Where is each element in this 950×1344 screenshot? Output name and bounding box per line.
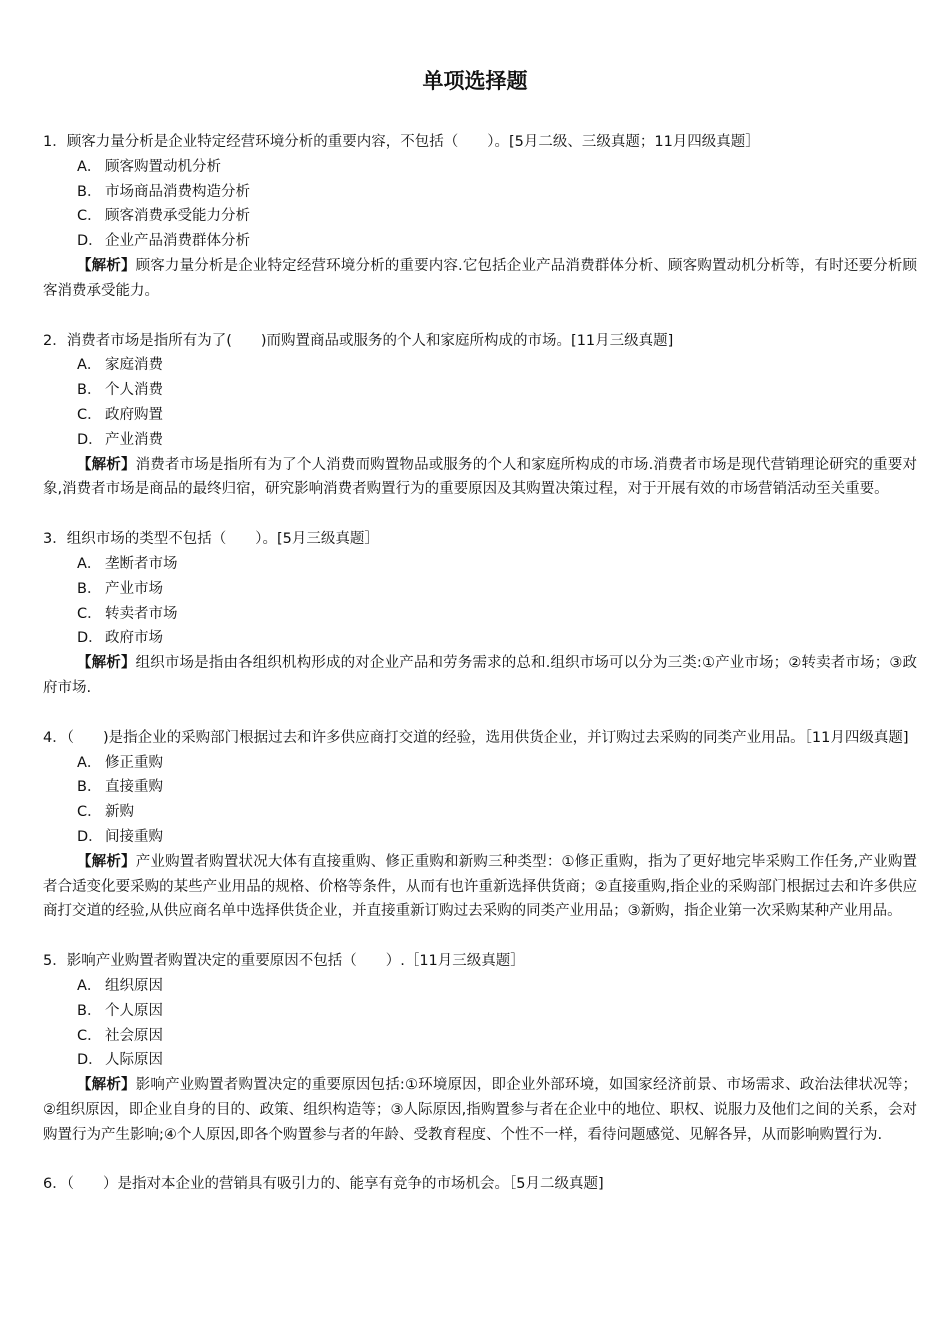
question-text: 3．组织市场的类型不包括（ ）。[5月三级真题］ — [43, 531, 379, 548]
question-3 — [43, 527, 917, 701]
option-d — [43, 626, 917, 651]
option-letter: B． — [77, 1002, 102, 1019]
option-c — [43, 204, 917, 229]
option-b — [43, 775, 917, 800]
option-letter: D． — [77, 828, 103, 845]
option-letter: C． — [77, 605, 102, 622]
option-text: 组织原因 — [105, 977, 163, 994]
page-title: 单项选择题 — [422, 69, 528, 93]
option-text: 政府市场 — [105, 630, 163, 647]
option-c — [43, 1024, 917, 1049]
option-letter: A． — [77, 555, 102, 572]
option-a — [43, 751, 917, 776]
option-a — [43, 974, 917, 999]
option-c — [43, 602, 917, 627]
option-letter: A． — [77, 754, 102, 771]
option-letter: B． — [77, 382, 102, 399]
analysis-text: 顾客力量分析是企业特定经营环境分析的重要内容.它包括企业产品消费群体分析、顾客购置动机分析等，有时还要分析顾客消费承受能力。 — [43, 257, 917, 299]
option-b — [43, 999, 917, 1024]
option-a — [43, 155, 917, 180]
question-2 — [43, 329, 917, 503]
analysis-text: 组织市场是指由各组织机构形成的对企业产品和劳务需求的总和.组织市场可以分为三类:①产业市场；②转卖者市场；③政府市场. — [43, 655, 917, 696]
analysis — [43, 453, 917, 503]
option-list — [43, 974, 917, 1073]
option-text: 修正重购 — [105, 754, 163, 771]
option-b — [43, 577, 917, 602]
question-4 — [43, 726, 917, 924]
question-text: 2．消费者市场是指所有为了( )而购置商品或服务的个人和家庭所构成的市场。[11月三级真题] — [43, 332, 674, 349]
option-d — [43, 229, 917, 254]
option-letter: B． — [77, 779, 102, 796]
option-text: 家庭消费 — [105, 357, 163, 374]
analysis-text: 产业购置者购置状况大体有直接重购、修正重购和新购三种类型：①修正重购，指为了更好地完毕采购工作任务,产业购置者合适变化要采购的某些产业用品的规格、价格等条件，从而有也许重新选择供货商；②直接重购,指企业的采购部门根据过去和许多供应商打交道的经验,从供应商名单中选择供货企业，并直接重新订购过去采购的同类产业用品；③新购，指企业第一次采购某种产业用品。 — [43, 853, 917, 920]
option-text: 转卖者市场 — [105, 605, 178, 622]
option-text: 新购 — [105, 804, 134, 821]
option-a — [43, 552, 917, 577]
question-6 — [43, 1172, 917, 1197]
analysis-tag: 【解析】 — [77, 853, 136, 870]
analysis-tag: 【解析】 — [77, 1077, 136, 1094]
option-letter: D． — [77, 431, 103, 448]
option-text: 政府购置 — [105, 406, 163, 423]
analysis — [43, 850, 917, 924]
option-text: 产业消费 — [105, 431, 163, 448]
option-text: 顾客消费承受能力分析 — [105, 208, 250, 225]
option-c — [43, 403, 917, 428]
option-list — [43, 552, 917, 651]
question-text: 1．顾客力量分析是企业特定经营环境分析的重要内容，不包括（ ）。[5月二级、三级真题；11月四级真题］ — [43, 134, 760, 150]
option-text: 直接重购 — [105, 779, 163, 796]
question-5 — [43, 949, 917, 1147]
option-b — [43, 378, 917, 403]
option-letter: A． — [77, 357, 102, 374]
analysis-tag: 【解析】 — [77, 456, 136, 473]
option-a — [43, 353, 917, 378]
option-text: 垄断者市场 — [105, 555, 178, 572]
option-letter: D． — [77, 1052, 103, 1069]
option-text: 市场商品消费构造分析 — [105, 183, 250, 200]
option-letter: C． — [77, 1027, 102, 1044]
option-letter: C． — [77, 804, 102, 821]
option-letter: B． — [77, 183, 102, 200]
analysis — [43, 651, 917, 701]
option-text: 个人消费 — [105, 382, 163, 399]
option-letter: A． — [77, 158, 102, 175]
analysis-text: 消费者市场是指所有为了个人消费而购置物品或服务的个人和家庭所构成的市场.消费者市场是现代营销理论研究的重要对象,消费者市场是商品的最终归宿，研究影响消费者购置行为的重要原因及其购置决策过程，对于开展有效的市场营销活动至关重要。 — [43, 456, 917, 498]
option-letter: A． — [77, 977, 102, 994]
question-text: 5．影响产业购置者购置决定的重要原因不包括（ ）.［11月三级真题］ — [43, 953, 525, 970]
question-text: 4．（ )是指企业的采购部门根据过去和许多供应商打交道的经验，选用供货企业，并订购过去采购的同类产业用品。［11月四级真题] — [43, 729, 909, 746]
option-text: 企业产品消费群体分析 — [105, 233, 250, 250]
option-list — [43, 155, 917, 254]
option-letter: D． — [77, 630, 103, 647]
option-list — [43, 751, 917, 850]
option-letter: D． — [77, 233, 103, 250]
question-text: 6．（ ）是指对本企业的营销具有吸引力的、能享有竞争的市场机会。［5月二级真题] — [43, 1176, 604, 1193]
option-d — [43, 428, 917, 453]
option-c — [43, 800, 917, 825]
option-text: 间接重购 — [105, 828, 163, 845]
option-letter: C． — [77, 406, 102, 423]
option-letter: C． — [77, 208, 102, 225]
option-d — [43, 825, 917, 850]
analysis — [43, 1073, 917, 1147]
analysis — [43, 254, 917, 304]
option-b — [43, 180, 917, 205]
analysis-text: 影响产业购置者购置决定的重要原因包括:①环境原因，即企业外部环境，如国家经济前景、市场需求、政治法律状况等；②组织原因，即企业自身的目的、政策、组织构造等；③人际原因,指购置参与者在企业中的地位、职权、说服力及他们之间的关系，会对购置行为产生影响;④个人原因,即各个购置参与者的年龄、受教育程度、个性不一样，看待问题感觉、见解各异，从而影响购置行为. — [43, 1077, 917, 1143]
option-text: 人际原因 — [105, 1052, 163, 1069]
question-1 — [43, 130, 917, 304]
option-text: 产业市场 — [105, 580, 163, 597]
option-text: 社会原因 — [105, 1027, 163, 1044]
question-list — [43, 130, 917, 1222]
analysis-tag: 【解析】 — [77, 257, 136, 274]
option-letter: B． — [77, 580, 102, 597]
analysis-tag: 【解析】 — [77, 655, 136, 672]
option-text: 个人原因 — [105, 1002, 163, 1019]
option-list — [43, 353, 917, 452]
option-text: 顾客购置动机分析 — [105, 158, 221, 175]
option-d — [43, 1048, 917, 1073]
